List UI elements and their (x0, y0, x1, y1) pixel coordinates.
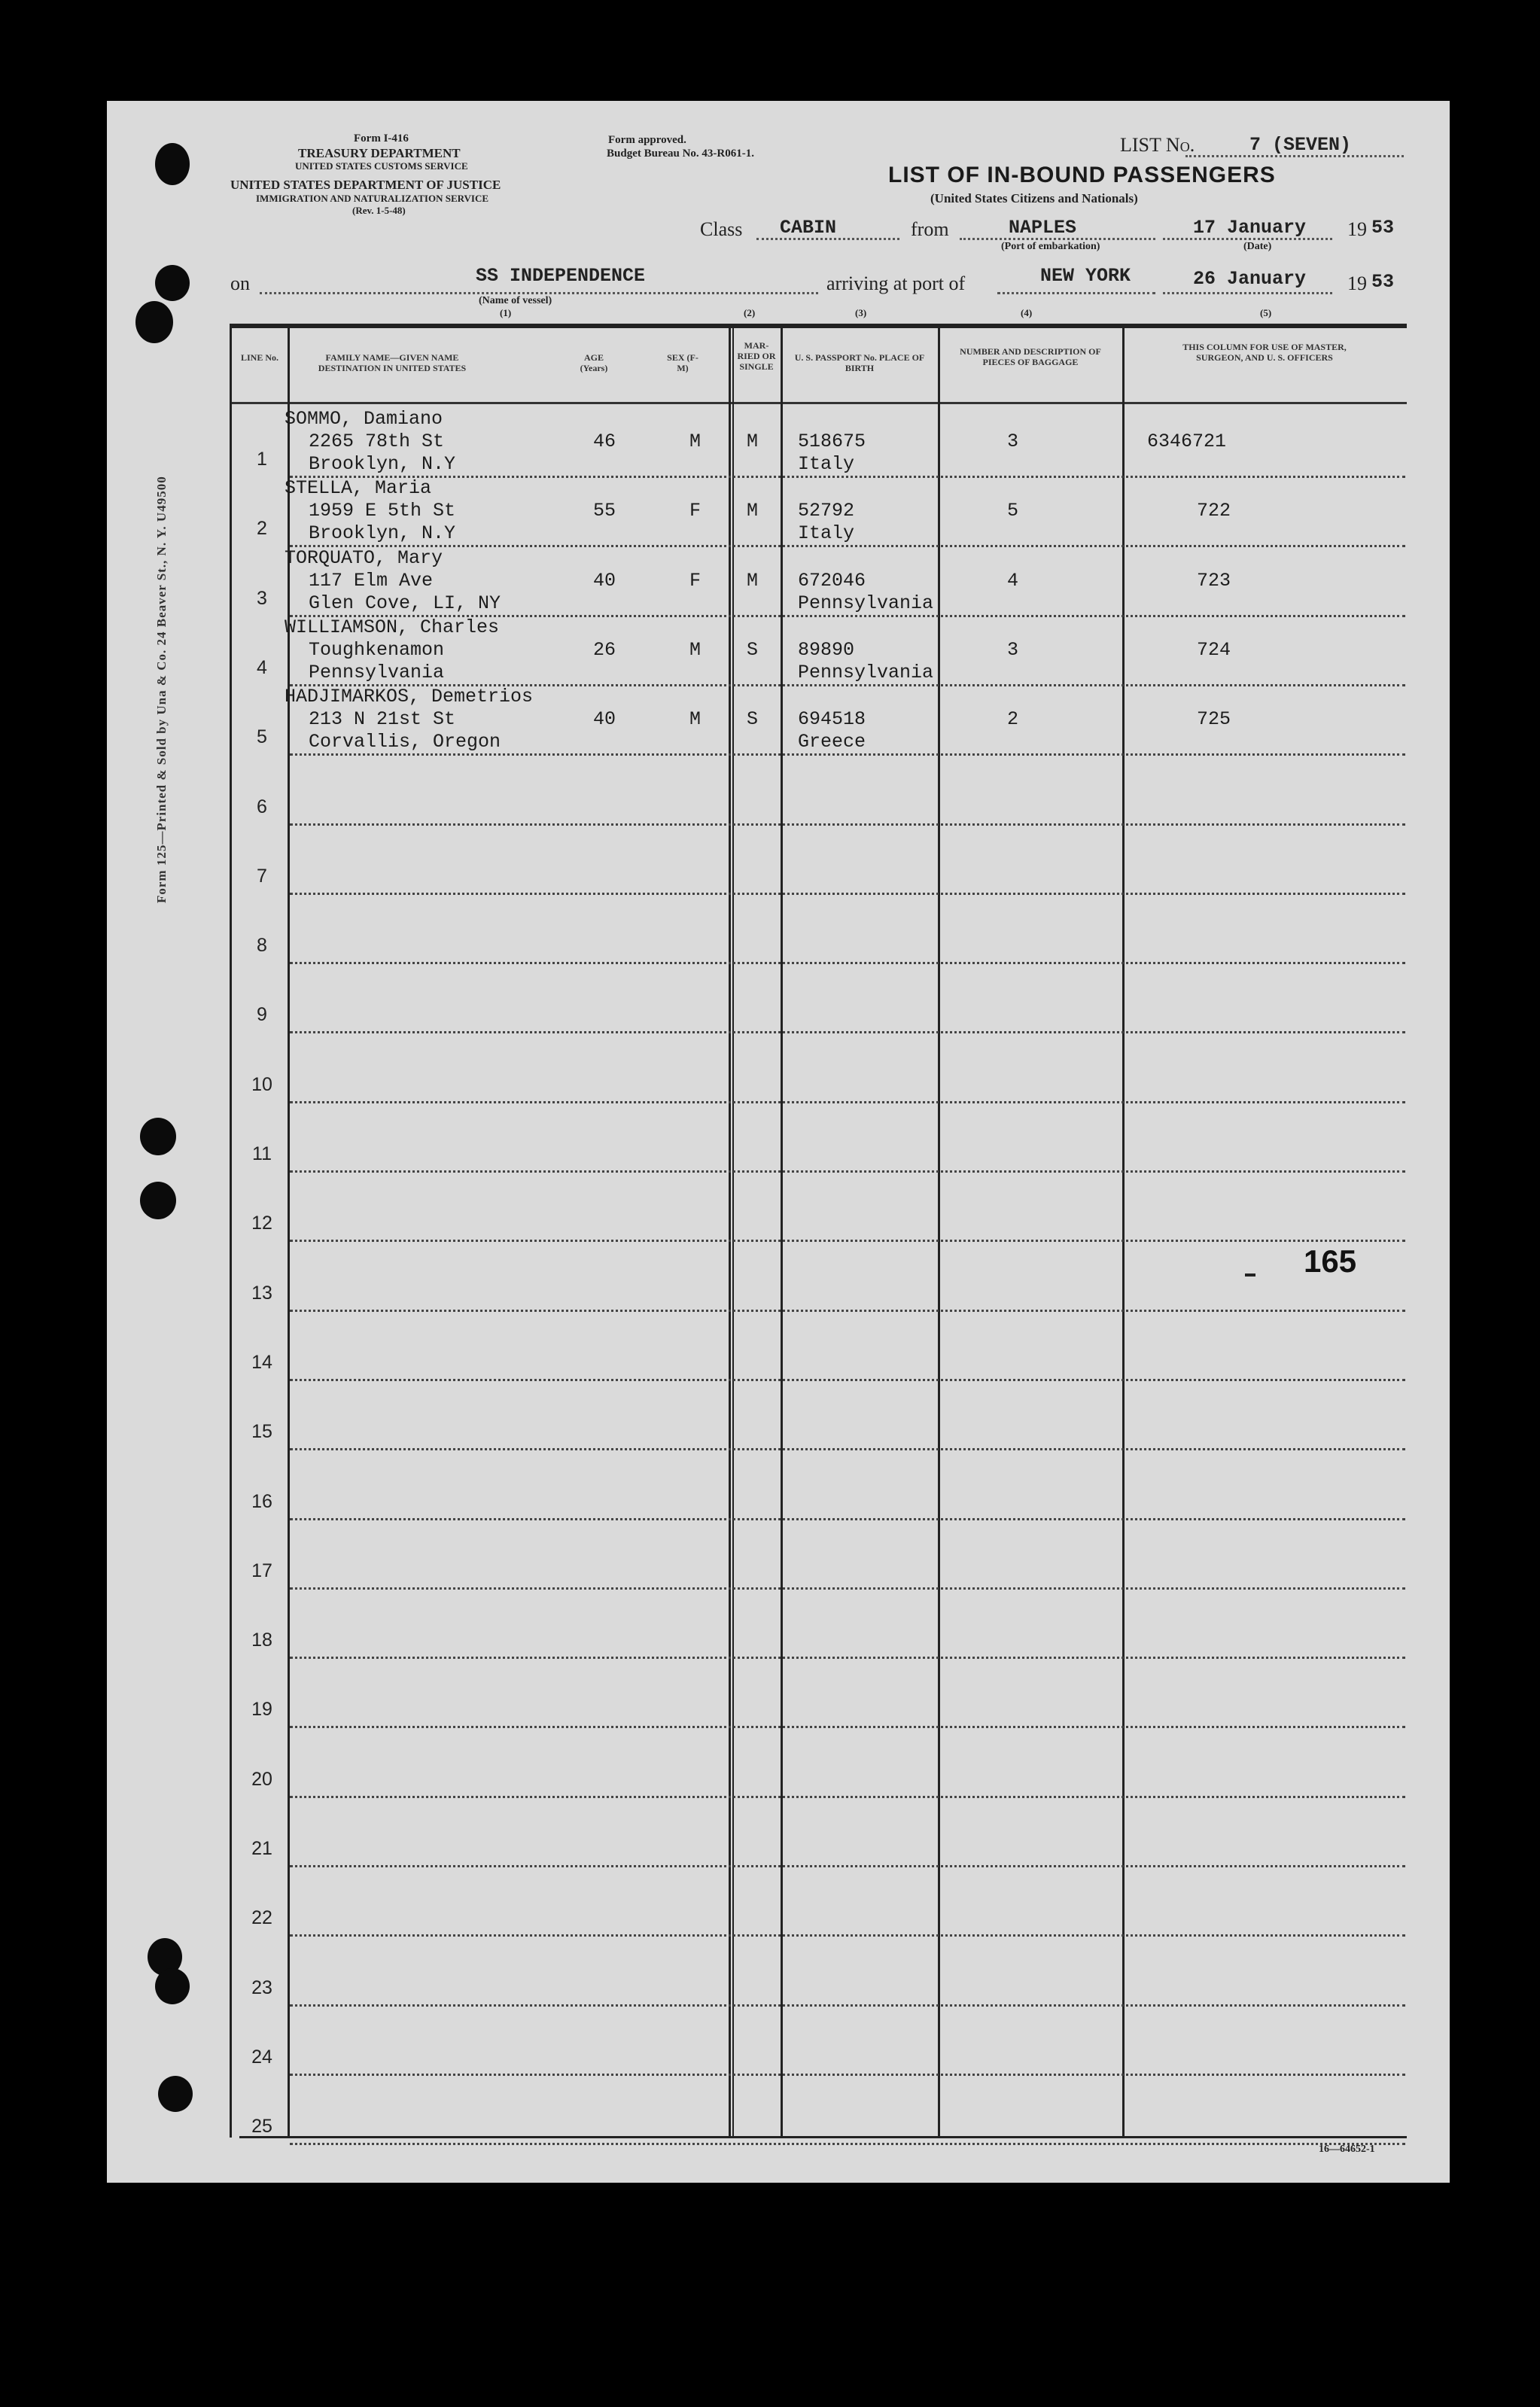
passenger-passport-number: 694518 (798, 708, 866, 731)
row-rule (290, 823, 1405, 826)
officer-number: 722 (1197, 500, 1231, 522)
officer-number: 723 (1197, 569, 1231, 592)
row-rule (290, 962, 1405, 964)
line-number: 23 (251, 1976, 272, 1998)
column-number-3: (3) (855, 307, 867, 318)
row-rule (290, 1726, 1405, 1728)
line-number: 15 (251, 1421, 272, 1443)
line-number: 7 (257, 865, 267, 887)
line-number: 19 (251, 1699, 272, 1721)
punch-hole (155, 265, 190, 301)
document-title: LIST OF IN-BOUND PASSENGERS (888, 163, 1276, 187)
passenger-address-city: Corvallis, Oregon (309, 731, 501, 753)
line-number: 11 (252, 1143, 272, 1164)
line-number: 3 (257, 587, 267, 609)
passenger-address-street: 213 N 21st St (309, 708, 456, 731)
passenger-address-city: Brooklyn, N.Y (309, 522, 456, 545)
passenger-baggage-count: 5 (1007, 500, 1019, 522)
arrival-port-line (997, 292, 1155, 294)
passenger-passport-number: 89890 (798, 638, 855, 661)
line-number: 13 (251, 1282, 272, 1304)
row-rule (290, 1101, 1405, 1103)
row-rule (290, 2074, 1405, 2076)
row-rule (290, 1865, 1405, 1867)
row-rule (290, 753, 1405, 756)
passenger-birthplace: Italy (798, 453, 855, 475)
header-married: MAR-RIED OR SINGLE (737, 340, 776, 372)
passenger-age: 26 (593, 638, 616, 661)
header-name: FAMILY NAME—GIVEN NAME DESTINATION IN UNITED STATES (318, 352, 467, 373)
embarkation-date-value: 17 January (1193, 217, 1307, 239)
line-number: 12 (251, 1213, 272, 1234)
column-number-4: (4) (1021, 307, 1033, 318)
line-number: 21 (251, 1838, 272, 1859)
vessel-column-number: (1) (500, 307, 512, 318)
line-number: 8 (257, 935, 267, 957)
punch-hole (155, 143, 190, 185)
page-sequence-number: 165 (1304, 1243, 1357, 1279)
list-number-label: LIST No. (1120, 134, 1195, 156)
passenger-marital-status: M (747, 431, 759, 452)
passenger-baggage-count: 2 (1007, 708, 1019, 731)
officer-number: 6346721 (1147, 431, 1227, 452)
row-rule (290, 1310, 1405, 1312)
passenger-name: HADJIMARKOS, Demetrios (285, 686, 534, 708)
passenger-marital-status: S (747, 708, 759, 731)
row-rule (290, 893, 1405, 895)
line-number: 10 (251, 1073, 272, 1095)
line-number: 5 (257, 726, 267, 748)
year-suffix-1: 53 (1371, 217, 1395, 239)
passenger-passport-number: 518675 (798, 431, 866, 452)
from-label: from (911, 218, 949, 240)
column-number-2: (2) (744, 307, 756, 318)
passenger-address-city: Pennsylvania (309, 661, 445, 683)
line-number: 9 (257, 1004, 267, 1026)
line-number: 20 (251, 1768, 272, 1790)
printer-side-text: Form 125—Printed & Sold by Una & Co. 24 Beaver St., N. Y. U49500 (154, 476, 169, 903)
passenger-name: SOMMO, Damiano (285, 408, 443, 430)
row-rule (290, 2004, 1405, 2007)
passenger-address-street: 1959 E 5th St (309, 500, 456, 522)
passenger-address-city: Glen Cove, LI, NY (309, 592, 501, 614)
row-rule (290, 545, 1405, 547)
row-rule (290, 1448, 1405, 1450)
passenger-marital-status: M (747, 500, 759, 522)
line-number: 17 (251, 1560, 272, 1581)
passenger-birthplace: Pennsylvania (798, 661, 934, 683)
passenger-passport-number: 672046 (798, 569, 866, 592)
port-embarkation-value: NAPLES (1009, 217, 1077, 239)
table-left-rule (230, 324, 232, 2138)
passenger-birthplace: Italy (798, 522, 855, 545)
header-line-no: LINE No. (240, 352, 278, 363)
line-number: 6 (257, 796, 267, 817)
line-number: 1 (257, 449, 267, 470)
line-number: 16 (251, 1490, 272, 1512)
form-number: Form I-416 (354, 132, 409, 145)
row-rule (290, 1170, 1405, 1173)
form-approved: Form approved. (608, 134, 686, 146)
punch-hole (155, 1968, 190, 2004)
passenger-name: TORQUATO, Mary (285, 546, 443, 569)
passenger-age: 40 (593, 708, 616, 731)
date-caption: (Date) (1243, 241, 1272, 252)
year-suffix-2: 53 (1371, 271, 1395, 293)
column-number-5: (5) (1260, 307, 1272, 318)
customs-service: UNITED STATES CUSTOMS SERVICE (295, 160, 468, 172)
row-rule (290, 1796, 1405, 1798)
line-number: 14 (251, 1351, 272, 1373)
punch-hole (158, 2076, 193, 2112)
arrival-date-value: 26 January (1193, 268, 1307, 290)
year-prefix-2: 19 (1347, 272, 1367, 294)
line-number: 24 (251, 2046, 272, 2068)
passenger-marital-status: S (747, 638, 759, 661)
passenger-address-street: 117 Elm Ave (309, 569, 434, 592)
passenger-age: 55 (593, 500, 616, 522)
punch-hole (140, 1118, 176, 1155)
revision-date: (Rev. 1-5-48) (352, 205, 406, 216)
passenger-age: 40 (593, 569, 616, 592)
header-age: AGE (Years) (580, 352, 608, 373)
row-rule (290, 1587, 1405, 1590)
header-sex: SEX (F-M) (667, 352, 698, 373)
passenger-birthplace: Pennsylvania (798, 592, 934, 614)
table-top-rule (230, 324, 1407, 328)
passenger-age: 46 (593, 431, 616, 452)
vessel-value: SS INDEPENDENCE (476, 265, 646, 287)
arrival-date-line (1163, 292, 1332, 294)
row-rule (290, 1031, 1405, 1033)
passenger-address-street: Toughkenamon (309, 638, 445, 661)
passenger-address-city: Brooklyn, N.Y (309, 453, 456, 475)
vessel-line (260, 292, 818, 294)
document-subtitle: (United States Citizens and Nationals) (930, 191, 1138, 205)
passenger-address-street: 2265 78th St (309, 431, 445, 452)
officer-number: 725 (1197, 708, 1231, 731)
line-number: 22 (251, 1907, 272, 1929)
passenger-sex: F (689, 500, 702, 522)
treasury-department: TREASURY DEPARTMENT (298, 146, 461, 160)
sequence-dash (1245, 1273, 1255, 1277)
row-rule (290, 1518, 1405, 1520)
table-bottom-rule (239, 2136, 1407, 2138)
list-number-value: 7 (SEVEN) (1249, 134, 1352, 156)
row-rule (290, 476, 1405, 478)
passenger-name: STELLA, Maria (285, 477, 432, 500)
arrival-port-value: NEW YORK (1040, 265, 1131, 287)
line-number: 18 (251, 1630, 272, 1651)
row-rule (290, 1657, 1405, 1659)
passenger-sex: M (689, 708, 702, 731)
row-rule (290, 1934, 1405, 1937)
immigration-service: IMMIGRATION AND NATURALIZATION SERVICE (256, 193, 489, 204)
footer-code: 16—64652-1 (1319, 2144, 1375, 2155)
vessel-caption: (Name of vessel) (479, 295, 552, 306)
port-embarkation-caption: (Port of embarkation) (1001, 241, 1100, 252)
class-value: CABIN (780, 217, 837, 239)
passenger-baggage-count: 3 (1007, 638, 1019, 661)
department-of-justice: UNITED STATES DEPARTMENT OF JUSTICE (230, 178, 501, 192)
header-baggage: NUMBER AND DESCRIPTION OF PIECES OF BAGGAGE (960, 346, 1101, 367)
table-header-rule (230, 402, 1407, 404)
punch-hole (135, 301, 173, 343)
row-rule (290, 1240, 1405, 1242)
line-number: 4 (257, 656, 267, 678)
passenger-marital-status: M (747, 569, 759, 592)
passenger-baggage-count: 4 (1007, 569, 1019, 592)
year-prefix-1: 19 (1347, 218, 1367, 240)
passenger-name: WILLIAMSON, Charles (285, 616, 500, 638)
line-number: 25 (251, 2116, 272, 2138)
passenger-sex: M (689, 431, 702, 452)
class-label: Class (700, 218, 743, 240)
passenger-baggage-count: 3 (1007, 431, 1019, 452)
officer-number: 724 (1197, 638, 1231, 661)
passenger-passport-number: 52792 (798, 500, 855, 522)
header-passport: U. S. PASSPORT No. PLACE OF BIRTH (794, 352, 925, 373)
on-label: on (230, 272, 250, 294)
passenger-birthplace: Greece (798, 731, 866, 753)
row-rule (290, 2143, 1405, 2145)
passenger-sex: M (689, 638, 702, 661)
header-officers: THIS COLUMN FOR USE OF MASTER, SURGEON, AND U. S. OFFICERS (1182, 342, 1347, 363)
row-rule (290, 1379, 1405, 1381)
passenger-sex: F (689, 569, 702, 592)
line-number: 2 (257, 518, 267, 540)
punch-hole (140, 1182, 176, 1219)
arriving-label: arriving at port of (826, 272, 966, 294)
budget-bureau: Budget Bureau No. 43-R061-1. (607, 148, 754, 160)
